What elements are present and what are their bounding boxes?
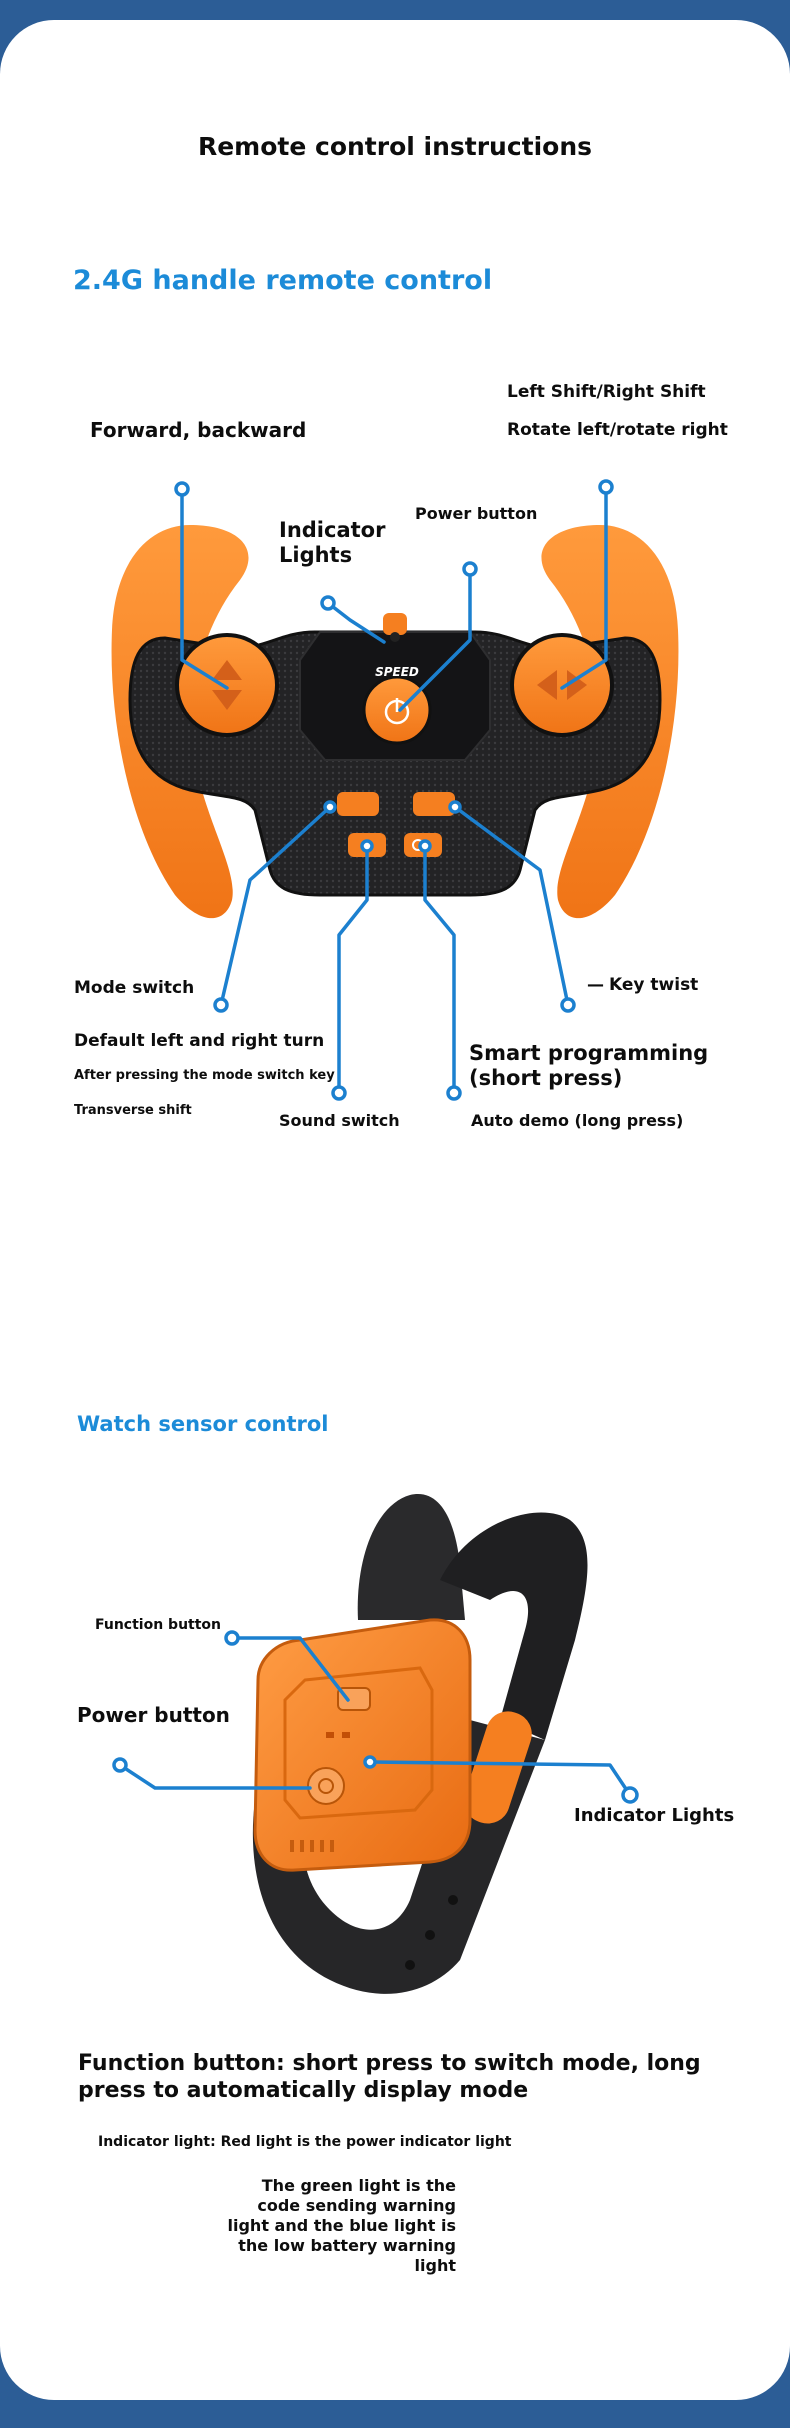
label-sound-switch: Sound switch bbox=[279, 1111, 400, 1130]
instruction-card bbox=[0, 20, 790, 2400]
label-transverse-shift: Transverse shift bbox=[74, 1103, 192, 1118]
label-forward-backward: Forward, backward bbox=[90, 418, 307, 442]
label-rotate: Rotate left/rotate right bbox=[507, 420, 728, 440]
label-auto-demo: Auto demo (long press) bbox=[471, 1111, 684, 1130]
label-default-turn: Default left and right turn bbox=[74, 1031, 325, 1051]
speed-label: SPEED bbox=[375, 665, 419, 679]
watch-indicator-2 bbox=[342, 1732, 350, 1738]
watch-illustration bbox=[0, 20, 790, 2400]
label-power-button: Power button bbox=[415, 504, 538, 523]
section-title-watch: Watch sensor control bbox=[77, 1412, 329, 1436]
label-after-pressing: After pressing the mode switch key bbox=[74, 1068, 335, 1083]
label-watch-indicator-lights: Indicator Lights bbox=[574, 1805, 735, 1826]
label-smart-programming: Smart programming (short press) bbox=[469, 1041, 709, 1090]
label-key-twist: Key twist bbox=[609, 975, 699, 995]
label-indicator-lights: Indicator Lights bbox=[279, 518, 386, 567]
watch-power-button bbox=[308, 1768, 344, 1804]
label-left-right-shift: Left Shift/Right Shift bbox=[507, 382, 706, 402]
page-title: Remote control instructions bbox=[197, 132, 593, 161]
note-green-light: The green light is the code sending warning light and the blue light is the low battery warning light bbox=[227, 2176, 456, 2275]
note-function-button: Function button: short press to switch mode, long press to automatically display mode bbox=[78, 2051, 701, 2103]
section-title-handle: 2.4G handle remote control bbox=[73, 265, 493, 296]
note-indicator-light: Indicator light: Red light is the power indicator light bbox=[98, 2134, 512, 2150]
watch-strap-top bbox=[358, 1494, 465, 1620]
watch-body bbox=[255, 1620, 470, 1870]
label-watch-function-button: Function button bbox=[95, 1617, 222, 1633]
watch-indicator-1 bbox=[326, 1732, 334, 1738]
key-twist-dash: — bbox=[587, 975, 604, 995]
label-watch-power-button: Power button bbox=[77, 1703, 230, 1727]
label-mode-switch: Mode switch bbox=[74, 978, 195, 998]
